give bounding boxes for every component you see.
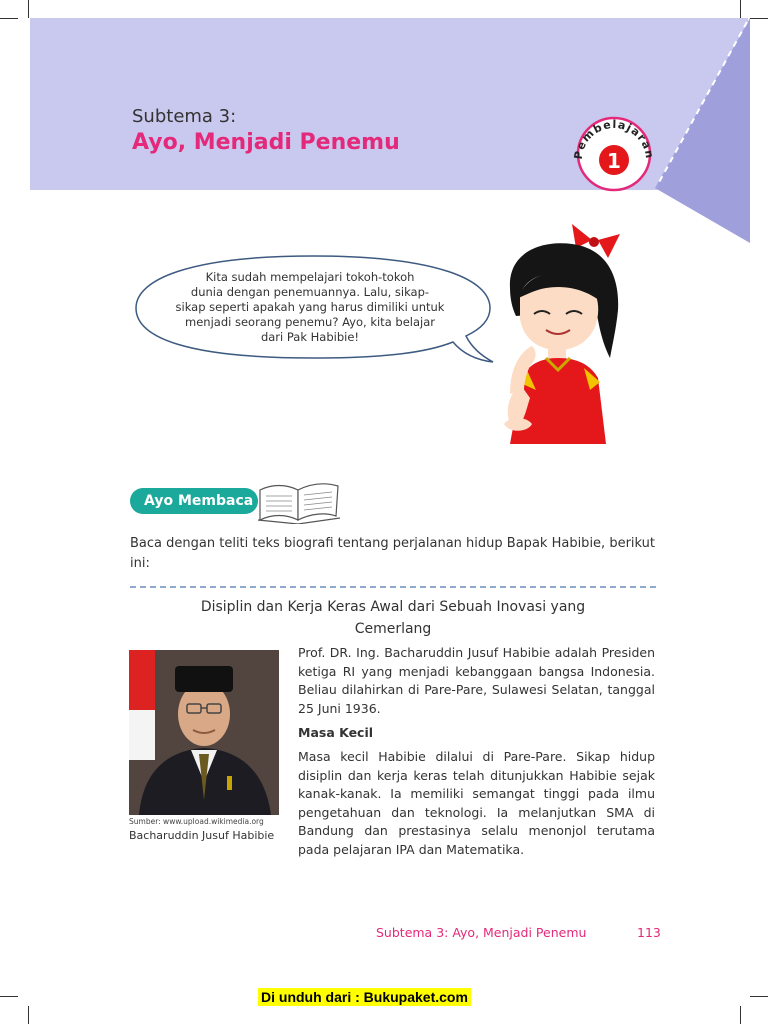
crop-mark <box>750 18 768 19</box>
crop-mark <box>28 0 29 18</box>
speech-line: dari Pak Habibie! <box>260 330 360 344</box>
crop-mark <box>0 996 18 997</box>
lesson-badge <box>570 110 658 192</box>
speech-line: Kita sudah mempelajari tokoh-tokoh <box>205 270 415 284</box>
divider <box>130 586 656 588</box>
crop-mark <box>0 18 18 19</box>
crop-mark <box>740 0 741 18</box>
photo-source: Sumber: www.upload.wikimedia.org <box>129 817 264 826</box>
article-heading-line: Disiplin dan Kerja Keras Awal dari Sebuah Inovasi yang <box>200 599 586 615</box>
crop-mark <box>750 996 768 997</box>
article-heading-line: Cemerlang <box>354 621 432 637</box>
header-triangle <box>655 18 750 243</box>
download-source-link[interactable]: Di unduh dari : Bukupaket.com <box>258 988 471 1006</box>
intro-text: Baca dengan teliti teks biografi tentang perjalanan hidup Bapak Habibie, berikut ini: <box>130 536 655 571</box>
photo-caption: Bacharuddin Jusuf Habibie <box>129 829 275 842</box>
article-heading <box>130 596 656 640</box>
crop-mark <box>28 1006 29 1024</box>
article-paragraph: Prof. DR. Ing. Bacharuddin Jusuf Habibie adalah Presiden ketiga RI yang menjadi kebanggaan bangsa Indonesia. Beliau dilahirkan di Pare-Pare, Sulawesi Selatan, tanggal 25 Juni 1936. <box>298 645 655 716</box>
lesson-badge-label: Pembelajaran <box>571 117 657 161</box>
girl-illustration <box>480 218 640 450</box>
lesson-number: 1 <box>607 149 621 173</box>
page-number: 113 <box>637 925 661 940</box>
speech-text <box>150 270 470 345</box>
article-subheading: Masa Kecil <box>298 725 374 740</box>
speech-line: dunia dengan penemuannya. Lalu, sikap- <box>190 285 430 299</box>
subtema-label: Subtema 3: <box>132 106 237 127</box>
section-label: Ayo Membaca <box>130 488 258 514</box>
crop-mark <box>740 1006 741 1024</box>
speech-line: sikap seperti apakah yang harus dimiliki untuk <box>175 300 445 314</box>
speech-line: menjadi seorang penemu? Ayo, kita belajar <box>185 315 435 329</box>
article-paragraph: Masa kecil Habibie dilalui di Pare-Pare. Sikap hidup disiplin dan kerja keras telah ditunjukkan Habibie sejak kanak-kanak. Ia memiliki semangat tinggi pada ilmu pengetahuan dan teknologi. Ia melanjutkan SMA di Bandung dan prestasinya selalu menonjol terutama pada pelajaran IPA dan Matematika. <box>298 749 655 857</box>
book-icon <box>256 476 342 524</box>
portrait-photo <box>129 650 279 815</box>
page-title: Ayo, Menjadi Penemu <box>132 130 400 155</box>
footer-title: Subtema 3: Ayo, Menjadi Penemu <box>376 925 587 940</box>
